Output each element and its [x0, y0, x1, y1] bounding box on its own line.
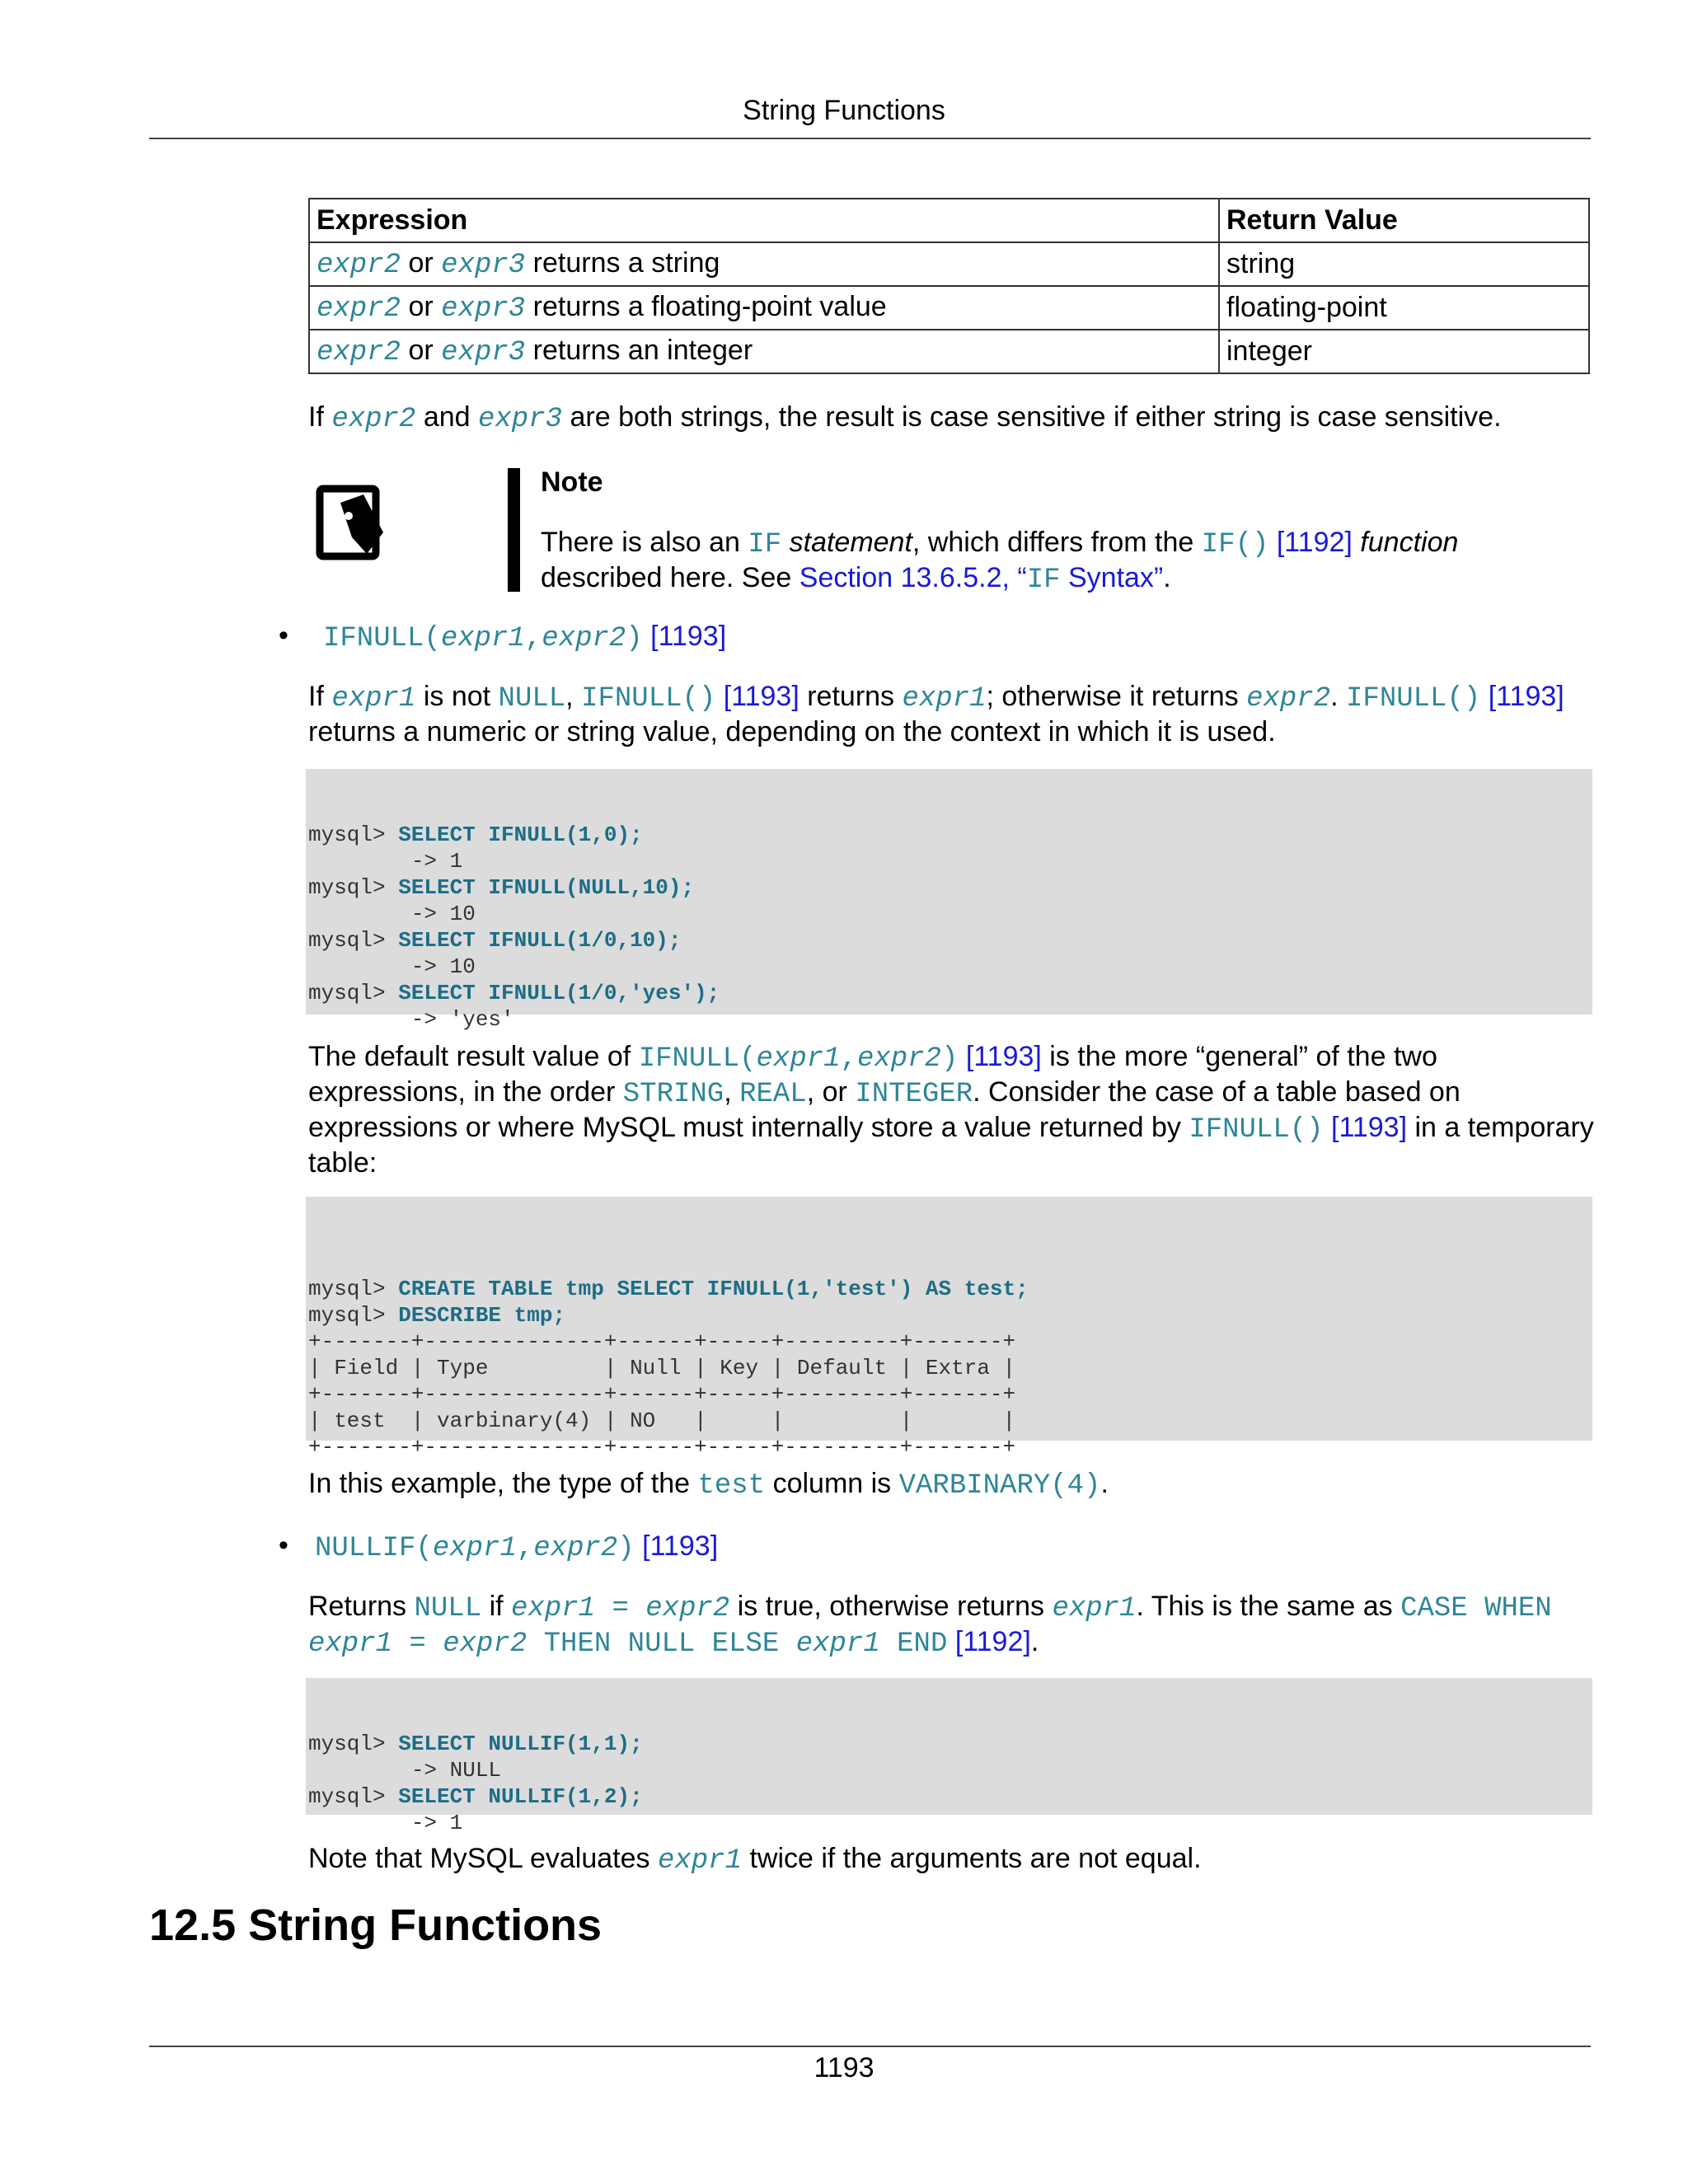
code-line: -> NULL [308, 1758, 502, 1783]
note-callout [316, 452, 1552, 596]
code-line: -> 10 [308, 902, 476, 926]
ifnull-link[interactable]: IFNULL(expr1,expr2) [323, 623, 643, 654]
code-line: | test | varbinary(4) | NO | | | | [308, 1408, 1016, 1433]
column-header-return-value: Return Value [1219, 199, 1589, 242]
expression-cell: expr2 or expr3 returns a floating-point value [309, 286, 1219, 330]
nullif-signature [315, 1530, 718, 1565]
code-line: mysql> SELECT IFNULL(1,0); [308, 823, 643, 847]
ifnull-ref[interactable]: [1193] [1488, 681, 1564, 712]
nullif-code-example [306, 1678, 1592, 1835]
ifnull-link[interactable]: IFNULL(expr1,expr2) [638, 1043, 959, 1075]
varbinary-paragraph: In this example, the type of the test column is VARBINARY(4). [308, 1468, 1109, 1502]
code-line: | Field | Type | Null | Key | Default | Extra | [308, 1356, 1016, 1380]
if-function-link[interactable]: IF() [1201, 529, 1269, 560]
return-value-cell: integer [1219, 330, 1589, 373]
case-sensitivity-paragraph: If expr2 and expr3 are both strings, the result is case sensitive if either string is case sensitive. [308, 401, 1502, 435]
footer-rule [149, 2046, 1591, 2047]
code-line: mysql> CREATE TABLE tmp SELECT IFNULL(1,'test') AS test; [308, 1277, 1029, 1301]
code-line: mysql> SELECT IFNULL(1/0,10); [308, 928, 682, 953]
page-header-title: String Functions [743, 95, 945, 126]
ifnull-link[interactable]: IFNULL() [1346, 683, 1481, 715]
ifnull-link[interactable]: IFNULL() [1189, 1114, 1324, 1146]
default-result-paragraph: The default result value of IFNULL(expr1,expr2) [1193] is the more “general” of the two expressions, in the order STRING, REAL, or INTEGER. Consider the case of a table based on expressions or where MySQL must internally store a value returned by IFNULL() [1193] in a temporary table: [308, 1041, 1594, 1179]
note-icon [316, 485, 390, 562]
code-line: mysql> SELECT NULLIF(1,2); [308, 1784, 643, 1809]
ifnull-signature [323, 620, 726, 655]
page-number: 1193 [814, 2052, 874, 2083]
bullet: • [279, 1530, 288, 1561]
expression-cell: expr2 or expr3 returns a string [309, 242, 1219, 286]
ifnull-ref[interactable]: [1193] [965, 1041, 1042, 1072]
bullet: • [279, 620, 288, 651]
ifnull-code-example [306, 769, 1592, 1032]
code-line: mysql> SELECT IFNULL(NULL,10); [308, 875, 695, 900]
ifnull-description: If expr1 is not NULL, IFNULL() [1193] returns expr1; otherwise it returns expr2. IFNULL() [1193] returns a numeric or string value, depending on the context in which it is used. [308, 681, 1564, 748]
nullif-description: Returns NULL if expr1 = expr2 is true, otherwise returns expr1. This is the same as CASE WHEN expr1 = expr2 THEN NULL ELSE expr1 END [1192]. [308, 1591, 1552, 1660]
evaluation-note: Note that MySQL evaluates expr1 twice if the arguments are not equal. [308, 1843, 1202, 1877]
expression-cell: expr2 or expr3 returns an integer [309, 330, 1219, 373]
return-value-cell: string [1219, 242, 1589, 286]
ifnull-ref[interactable]: [1193] [723, 681, 799, 712]
table-header-row [309, 199, 1589, 242]
code-line: -> 1 [308, 1811, 463, 1835]
code-line: mysql> SELECT IFNULL(1/0,'yes'); [308, 981, 720, 1005]
code-line: +-------+--------------+------+-----+---------+-------+ [308, 1435, 1016, 1460]
note-bar [508, 468, 520, 592]
nullif-link[interactable]: NULLIF(expr1,expr2) [315, 1533, 635, 1564]
code-line: -> 'yes' [308, 1007, 514, 1032]
return-value-cell: floating-point [1219, 286, 1589, 330]
create-table-code-example [306, 1197, 1592, 1460]
if-syntax-link[interactable]: Section 13.6.5.2, “IF Syntax” [799, 562, 1164, 596]
note-title: Note [541, 466, 603, 498]
code-line: +-------+--------------+------+-----+---------+-------+ [308, 1382, 1016, 1407]
table-row [309, 330, 1589, 373]
ifnull-ref[interactable]: [1193] [1331, 1112, 1408, 1143]
table-row [309, 242, 1589, 286]
code-line: mysql> SELECT NULLIF(1,1); [308, 1732, 643, 1756]
section-heading: 12.5 String Functions [149, 1900, 603, 1950]
table-row [309, 286, 1589, 330]
column-header-expression: Expression [309, 199, 1219, 242]
code-line: +-------+--------------+------+-----+---------+-------+ [308, 1329, 1016, 1354]
ifnull-link[interactable]: IFNULL() [581, 683, 716, 715]
if-function-ref[interactable]: [1192] [1276, 527, 1353, 558]
header-rule [149, 138, 1591, 139]
note-text: There is also an IF statement, which differs from the IF() [1192] function described here. See Section 13.6.5.2, “IF Syntax”. [541, 527, 1459, 596]
code-line: -> 1 [308, 849, 463, 874]
nullif-ref[interactable]: [1193] [642, 1530, 719, 1562]
ifnull-ref[interactable]: [1193] [650, 621, 727, 652]
return-value-table [308, 198, 1590, 374]
case-ref[interactable]: [1192] [954, 1626, 1031, 1657]
code-line: -> 10 [308, 954, 476, 979]
code-line: mysql> DESCRIBE tmp; [308, 1303, 566, 1328]
